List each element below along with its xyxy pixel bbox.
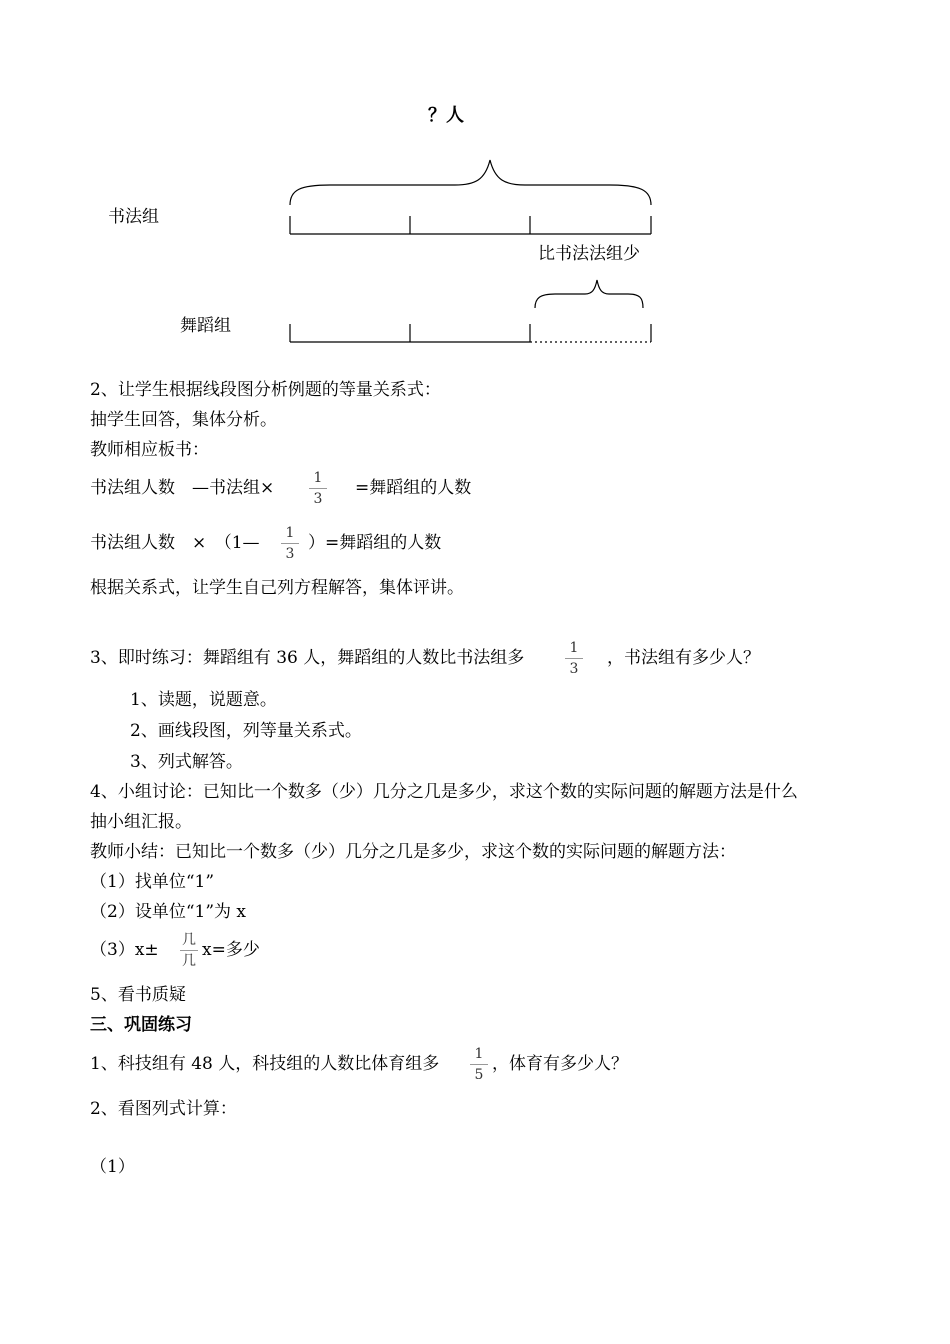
brace-total	[290, 160, 651, 205]
equation1-left: 书法组人数 —书法组×	[90, 478, 275, 498]
fraction-numerator: 1	[470, 1046, 488, 1065]
practice-q1-fraction	[470, 1046, 488, 1085]
fraction-denominator: 几	[182, 953, 196, 969]
fraction-numerator: 1	[309, 470, 327, 489]
diagram-top-label: ？人	[428, 105, 464, 126]
practice-q1-b: ，体育有多少人？	[492, 1054, 628, 1074]
fraction-denominator: 3	[313, 491, 323, 507]
practice-q2-sub: （1）	[90, 1157, 135, 1177]
section4-item2: （2）设单位“1”为 x	[90, 902, 247, 922]
equation2-right: ）=舞蹈组的人数	[308, 533, 442, 553]
heading-consolidation-practice: 三、巩固练习	[90, 1015, 192, 1035]
equation1-fraction	[309, 470, 327, 509]
section2-line3: 教师相应板书：	[90, 440, 209, 460]
section2-line2: 抽学生回答，集体分析。	[90, 410, 277, 430]
fraction-numerator: 几	[180, 932, 198, 951]
section3-step: 1、读题，说题意。	[130, 690, 277, 710]
segment-diagram	[0, 0, 950, 360]
brace-difference	[535, 280, 643, 308]
fraction-numerator: 1	[281, 525, 299, 544]
section5-line: 5、看书质疑	[90, 985, 186, 1005]
equation1-right: =舞蹈组的人数	[355, 478, 472, 498]
fraction-numerator: 1	[565, 640, 583, 659]
section4-line3: 教师小结：已知比一个数多（少）几分之几是多少，求这个数的实际问题的解题方法：	[90, 842, 736, 862]
section2-line4: 根据关系式，让学生自己列方程解答，集体评讲。	[90, 578, 464, 598]
section3-step: 2、画线段图，列等量关系式。	[130, 721, 362, 741]
fraction-denominator: 5	[474, 1067, 484, 1083]
section4-item3-fraction	[180, 932, 198, 971]
equation2-left: 书法组人数 × （1—	[90, 533, 260, 553]
fraction-denominator: 3	[285, 546, 295, 562]
section4-item3-right: x=多少	[202, 940, 260, 960]
practice-q2: 2、看图列式计算：	[90, 1099, 237, 1119]
section3-text-b: ，书法组有多少人？	[607, 648, 760, 668]
section4-item1: （1）找单位“1”	[90, 872, 215, 892]
diagram-row1-label: 书法组	[108, 207, 159, 227]
practice-q1-a: 1、科技组有 48 人，科技组的人数比体育组多	[90, 1054, 440, 1074]
section4-item3-left: （3）x±	[90, 940, 159, 960]
section3-fraction	[565, 640, 583, 679]
section3-step: 3、列式解答。	[130, 752, 243, 772]
equation2-fraction	[281, 525, 299, 564]
section4-line1: 4、小组讨论：已知比一个数多（少）几分之几是多少，求这个数的实际问题的解题方法是什么	[90, 782, 798, 802]
diagram-difference-label: 比书法法组少	[538, 244, 640, 264]
section3-text-a: 3、即时练习：舞蹈组有 36 人，舞蹈组的人数比书法组多	[90, 648, 525, 668]
section4-line2: 抽小组汇报。	[90, 812, 192, 832]
section2-line1: 2、让学生根据线段图分析例题的等量关系式：	[90, 380, 441, 400]
diagram-row2-label: 舞蹈组	[180, 316, 231, 336]
fraction-denominator: 3	[569, 661, 579, 677]
